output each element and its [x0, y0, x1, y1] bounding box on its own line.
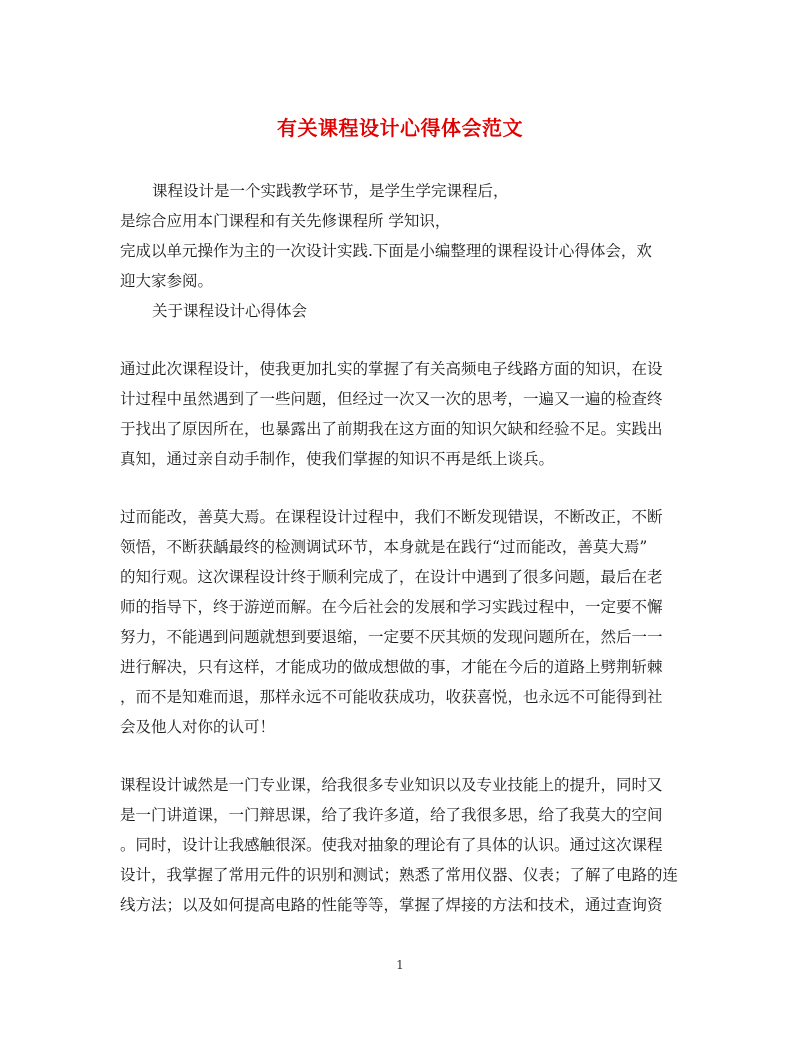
paragraph-line: 课程设计诚然是一门专业课，给我很多专业知识以及专业技能上的提升，同时又: [120, 776, 663, 794]
intro-line: 课程设计是一个实践教学环节，是学生学完课程后，: [152, 182, 509, 200]
intro-line: 完成以单元操作为主的一次设计实践.下面是小编整理的课程设计心得体会，欢: [120, 242, 652, 260]
intro-line: 迎大家参阅。: [120, 272, 214, 290]
paragraph-line: 过而能改，善莫大焉。在课程设计过程中，我们不断发现错误，不断改正，不断: [120, 508, 663, 526]
paragraph-gap: [120, 326, 682, 354]
paragraph-line: 是一门讲道课，一门辩思课，给了我许多道，给了我很多思，给了我莫大的空间: [120, 806, 663, 824]
section-heading: 关于课程设计心得体会: [152, 302, 308, 320]
intro-line: 是综合应用本门课程和有关先修课程所 学知识，: [120, 212, 451, 230]
document-title: 有关课程设计心得体会范文: [277, 116, 523, 140]
page-number: 1: [396, 958, 404, 972]
paragraph-line: 努力，不能遇到问题就想到要退缩，一定要不厌其烦的发现问题所在，然后一一: [120, 628, 663, 646]
paragraph-2: [120, 502, 682, 742]
paragraph-line: 真知，通过亲自动手制作，使我们掌握的知识不再是纸上谈兵。: [120, 450, 555, 468]
paragraph-line: ，而不是知难而退，那样永远不可能收获成功，收获喜悦，也永远不可能得到社: [120, 688, 663, 706]
paragraph-line: 通过此次课程设计，使我更加扎实的掌握了有关高频电子线路方面的知识，在设: [120, 360, 663, 378]
paragraph-line: 领悟，不断获龋最终的检测调试环节，本身就是在践行“过而能改，善莫大焉”: [120, 538, 648, 556]
paragraph-1: [120, 354, 682, 474]
document-body: [120, 176, 682, 920]
paragraph-line: 会及他人对你的认可！: [120, 718, 276, 736]
paragraph-gap: [120, 742, 682, 770]
paragraph-line: 进行解决，只有这样，才能成功的做成想做的事，才能在今后的道路上劈荆斩棘: [120, 658, 663, 676]
paragraph-line: 师的指导下，终于游逆而解。在今后社会的发展和学习实践过程中，一定要不懈: [120, 598, 663, 616]
paragraph-line: 设计，我掌握了常用元件的识别和测试；熟悉了常用仪器、仪表；了解了电路的连: [120, 866, 679, 884]
paragraph-line: 。同时，设计让我感触很深。使我对抽象的理论有了具体的认识。通过这次课程: [120, 836, 663, 854]
paragraph-line: 的知行观。这次课程设计终于顺利完成了，在设计中遇到了很多问题，最后在老: [120, 568, 663, 586]
paragraph-line: 于找出了原因所在，也暴露出了前期我在这方面的知识欠缺和经验不足。实践出: [120, 420, 663, 438]
paragraph-line: 线方法；以及如何提高电路的性能等等，掌握了焊接的方法和技术，通过查询资: [120, 896, 663, 914]
paragraph-gap: [120, 474, 682, 502]
paragraph-3: [120, 770, 682, 920]
paragraph-line: 计过程中虽然遇到了一些问题，但经过一次又一次的思考，一遍又一遍的检查终: [120, 390, 663, 408]
